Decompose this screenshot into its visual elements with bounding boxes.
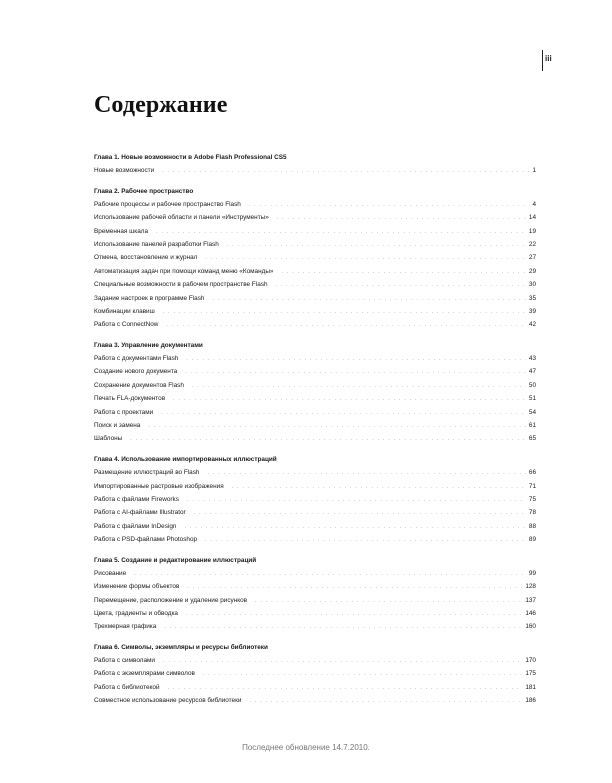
toc-entry-label: Цвета, градиенты и обводка [94,609,178,617]
toc-entry-label: Работа с документами Flash [94,355,179,363]
toc-entry[interactable] [94,394,536,403]
toc-entry-label: Работа с AI-файлами Illustrator [94,509,186,517]
toc-entry[interactable] [94,696,536,705]
toc-entry[interactable] [94,227,536,236]
dot-leader [232,483,526,492]
dot-leader [161,409,526,418]
toc-entry[interactable] [94,253,536,262]
toc-entry-label: Работа с ConnectNow [94,321,159,329]
toc-entry-page: 50 [528,381,536,389]
chapter-heading[interactable]: Глава 4. Использование импортированных иллюстраций [94,455,277,463]
toc-entry-label: Работа с проектами [94,408,154,416]
toc-entry[interactable] [94,294,536,303]
toc-entry-label: Рабочие процессы и рабочее пространство Flash [94,200,241,208]
toc-entry[interactable] [94,307,536,316]
chapter-section [94,341,536,444]
toc-entry-page: 14 [528,214,536,222]
toc-entry[interactable] [94,434,536,443]
toc-entry-label: Использование рабочей области и панели «Инструменты» [94,214,269,222]
toc-entry-page: 65 [528,435,536,443]
chapter-heading[interactable]: Глава 3. Управление документами [94,341,203,349]
toc-entry-page: 88 [528,522,536,530]
dot-leader [162,167,529,176]
toc-entry-page: 186 [525,697,536,705]
chapter-heading[interactable]: Глава 2. Рабочее пространство [94,187,194,195]
toc-entry-label: Изменение формы объектов [94,583,180,591]
toc-entry-label: Временная шкала [94,227,149,235]
toc-entry-page: 47 [528,368,536,376]
dot-leader [192,382,526,391]
toc-entry[interactable] [94,267,536,276]
dot-leader [227,241,526,250]
dot-leader [281,268,525,277]
toc-entry-page: 39 [528,308,536,315]
dot-leader [166,321,525,330]
dot-leader [184,523,525,532]
chapter-section [94,643,536,705]
dot-leader [186,355,526,364]
toc-entry-label: Работа с экземплярами символов [94,670,195,678]
toc-entry-label: Шаблоны [94,435,123,443]
toc-entry[interactable] [94,408,536,417]
toc-entry-label: Новые возможности [94,167,155,175]
toc-entry[interactable] [94,669,536,678]
toc-entry[interactable] [94,582,536,591]
chapter-heading[interactable]: Глава 1. Новые возможности в Adobe Flash Professional CS5 [94,154,287,161]
toc-entry-label: Автоматизация задач при помощи команд меню «Команды» [94,267,274,275]
toc-entry[interactable] [94,280,536,289]
toc-entry-page: 170 [525,657,536,664]
chapter-heading[interactable]: Глава 5. Создание и редактирование иллюстраций [94,556,257,564]
toc-entry-label: Совместное использование ресурсов библиотеки [94,697,242,705]
toc-entry-page: 71 [528,482,536,490]
toc-entry-label: Перемещение, расположение и удаление рисунков [94,596,248,604]
toc-entry-label: Создание нового документа [94,368,178,376]
toc-entry-label: Трехмерная графика [94,623,157,631]
table-of-contents [94,153,536,717]
toc-entry-page: 78 [528,509,536,517]
dot-leader [164,623,522,632]
toc-entry[interactable] [94,482,536,491]
dot-leader [185,368,526,377]
dot-leader [213,295,526,304]
toc-entry[interactable] [94,522,536,531]
dot-leader [194,509,526,518]
toc-entry-label: Задание настроек в программе Flash [94,294,205,302]
toc-entry-page: 160 [525,623,536,631]
chapter-section [94,556,536,632]
dot-leader [276,281,526,290]
toc-entry[interactable] [94,354,536,363]
dot-leader [148,422,526,431]
toc-entry[interactable] [94,381,536,390]
toc-entry-label: Импортированные растровые изображения [94,482,224,490]
chapter-section [94,187,536,330]
toc-entry-page: 4 [532,200,536,208]
toc-entry[interactable] [94,468,536,477]
toc-entry-page: 66 [528,469,536,477]
toc-entry-label: Поиск и замена [94,422,141,430]
toc-entry-page: 89 [528,536,536,544]
toc-entry[interactable] [94,320,536,329]
toc-entry-page: 29 [528,267,536,275]
dot-leader [277,214,526,223]
toc-entry-page: 30 [528,281,536,289]
dot-leader [134,570,526,579]
dot-leader [255,597,522,606]
dot-leader [205,536,526,545]
toc-entry-page: 27 [528,254,536,262]
toc-entry[interactable] [94,609,536,618]
toc-entry-page: 51 [528,395,536,403]
toc-entry-label: Отмена, восстановление и журнал [94,254,198,262]
toc-entry[interactable] [94,421,536,430]
toc-entry[interactable] [94,569,536,578]
toc-entry-page: 175 [525,670,536,678]
toc-entry-label: Специальные возможности в рабочем пространстве Flash [94,281,268,289]
footer-last-updated: Последнее обновление 14.7.2010. [242,743,370,752]
toc-entry-label: Работа с библиотекой [94,683,160,691]
toc-entry-page: 22 [528,241,536,249]
toc-entry[interactable] [94,200,536,209]
dot-leader [249,697,522,706]
page-number: iii [545,54,552,63]
dot-leader [163,308,526,317]
chapter-section [94,153,536,175]
dot-leader [187,583,522,592]
toc-entry-page: 42 [528,321,536,329]
toc-entry[interactable] [94,240,536,249]
toc-entry-page: 54 [528,408,536,416]
dot-leader [187,496,526,505]
toc-entry-label: Печать FLA-документов [94,395,166,403]
toc-entry-label: Работа с файлами InDesign [94,522,177,530]
dot-leader [156,228,526,237]
toc-entry-label: Рисование [94,569,127,577]
toc-entry-page: 99 [528,569,536,577]
toc-entry[interactable] [94,367,536,376]
toc-entry-label: Использование панелей разработки Flash [94,241,219,249]
dot-leader [130,435,526,444]
toc-entry-page: 1 [532,167,536,175]
toc-entry[interactable] [94,535,536,544]
toc-entry-page: 181 [525,683,536,691]
dot-leader [186,610,522,619]
toc-entry-label: Работа с символами [94,657,155,664]
chapter-heading[interactable]: Глава 6. Символы, экземпляры и ресурсы библиотеки [94,643,268,651]
toc-entry-label: Комбинации клавиш [94,308,155,315]
toc-entry[interactable] [94,213,536,222]
toc-entry-page: 137 [525,596,536,604]
toc-entry[interactable] [94,508,536,517]
toc-entry-label: Работа с PSD-файлами Photoshop [94,536,198,544]
toc-entry-page: 61 [528,422,536,430]
toc-entry-label: Сохранение документов Flash [94,381,184,389]
dot-leader [249,201,530,210]
toc-entry-page: 128 [525,583,536,591]
toc-entry-page: 75 [528,495,536,503]
dot-leader [173,395,526,404]
toc-entry-page: 146 [525,609,536,617]
toc-entry[interactable] [94,622,536,631]
toc-entry[interactable] [94,683,536,692]
toc-entry[interactable] [94,166,536,175]
dot-leader [205,254,526,263]
toc-entry[interactable] [94,596,536,605]
toc-entry-label: Работа с файлами Fireworks [94,495,179,503]
toc-entry-page: 19 [528,227,536,235]
toc-entry[interactable] [94,656,536,665]
dot-leader [163,657,522,666]
toc-entry-page: 35 [528,294,536,302]
dot-leader [208,469,526,478]
toc-entry-page: 43 [528,355,536,363]
toc-entry[interactable] [94,495,536,504]
page-number-rule [542,50,543,71]
toc-entry-label: Размещение иллюстраций во Flash [94,469,200,477]
chapter-section [94,455,536,544]
page-title: Содержание [94,92,228,118]
dot-leader [203,670,522,679]
dot-leader [168,684,523,693]
